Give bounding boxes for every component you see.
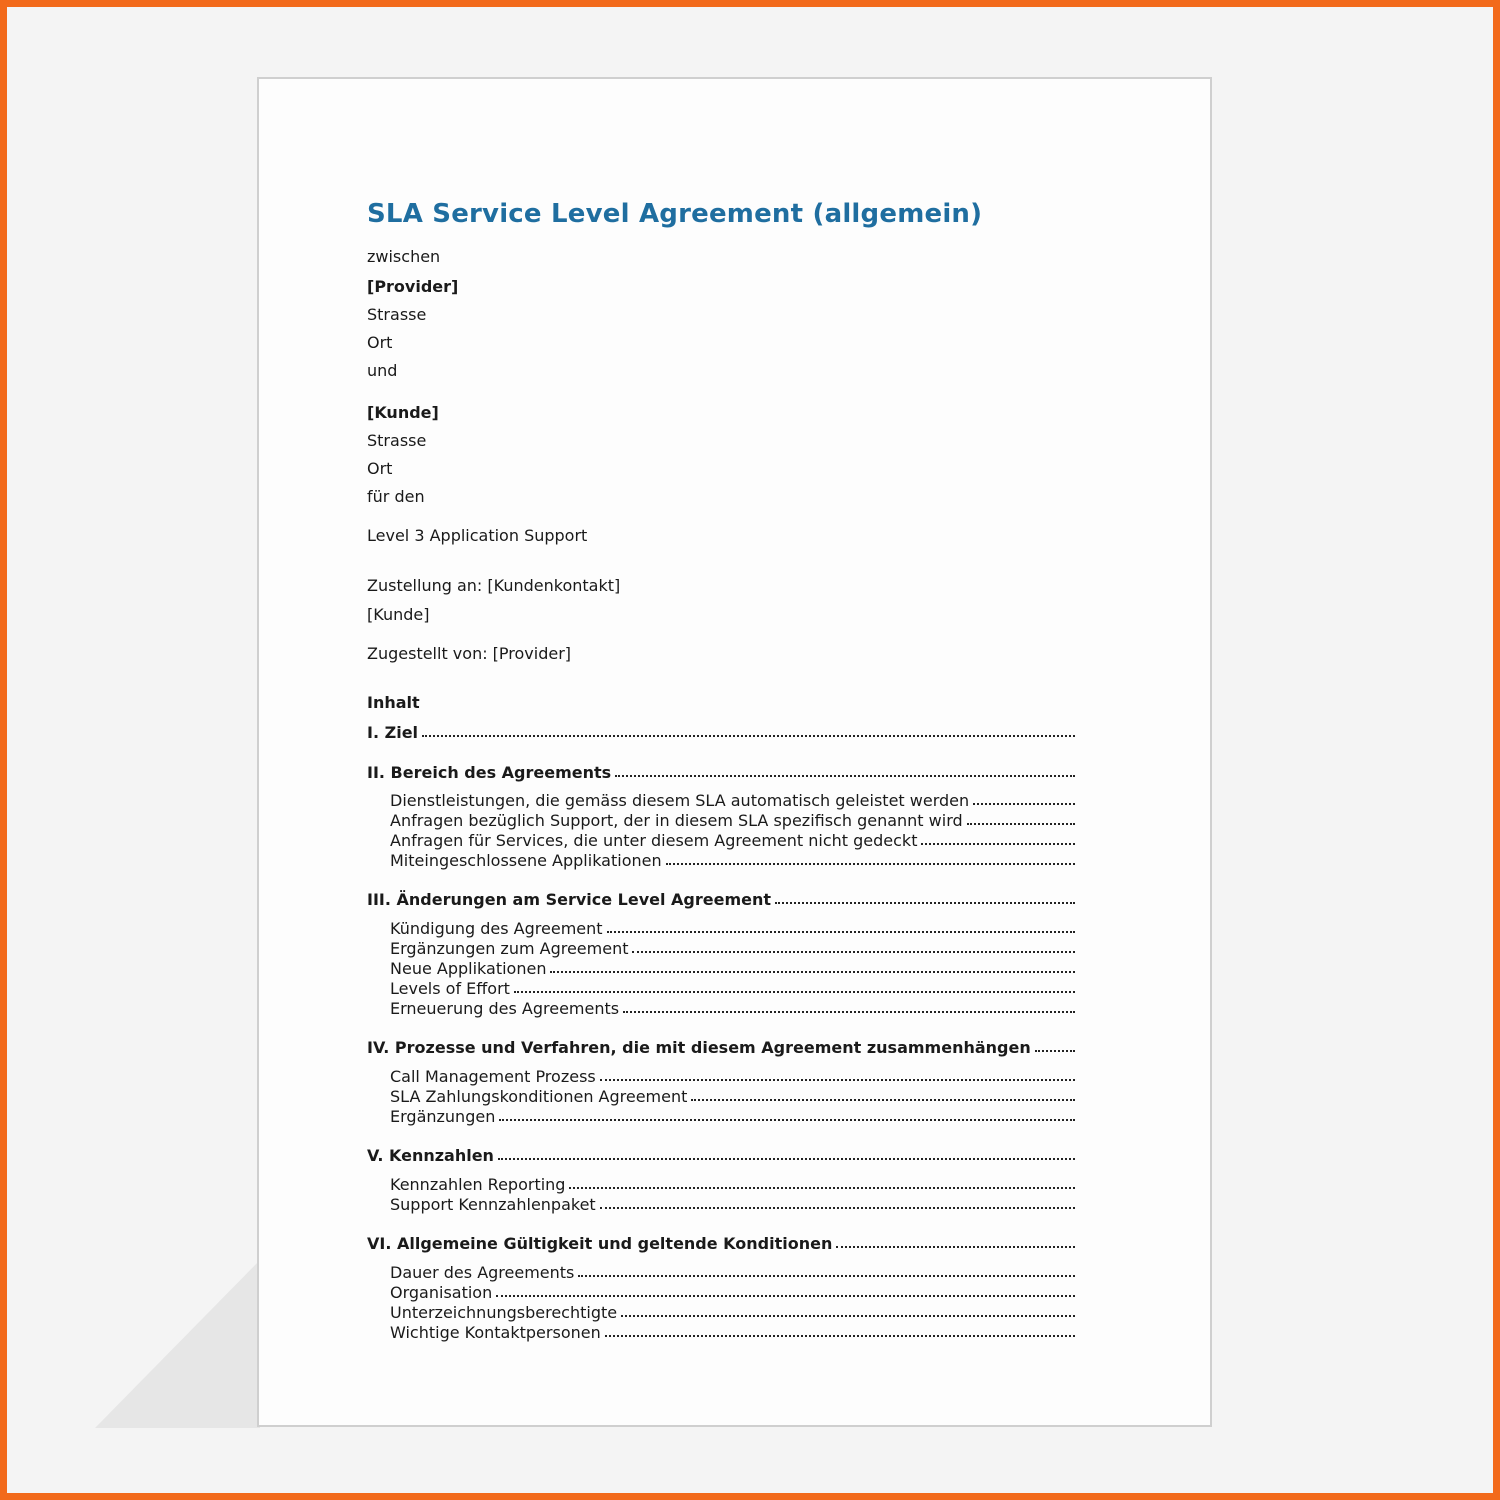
toc-item-label: Unterzeichnungsberechtigte — [390, 1303, 618, 1322]
delivered-by: Zugestellt von: [Provider] — [367, 644, 572, 663]
provider-city: Ort — [367, 333, 393, 352]
toc-leader — [973, 802, 1075, 805]
for-the-text: für den — [367, 487, 425, 506]
toc-section-label: VI. Allgemeine Gültigkeit und geltende Konditionen — [367, 1234, 833, 1253]
page-shadow — [95, 1260, 260, 1428]
toc-item[interactable] — [390, 1195, 1075, 1215]
toc-item-label: Kündigung des Agreement — [390, 919, 603, 938]
toc-item[interactable] — [390, 791, 1075, 811]
toc-item[interactable] — [390, 851, 1075, 871]
toc-item-label: Erneuerung des Agreements — [390, 999, 620, 1018]
toc-section-label: III. Änderungen am Service Level Agreement — [367, 890, 772, 909]
toc-leader — [921, 842, 1075, 845]
toc-item-label: Dauer des Agreements — [390, 1263, 575, 1282]
toc-leader — [666, 862, 1075, 865]
toc-leader — [775, 901, 1075, 904]
toc-item[interactable] — [390, 1263, 1075, 1283]
toc-section[interactable] — [367, 723, 1075, 742]
toc-item[interactable] — [390, 959, 1075, 979]
toc-leader — [607, 930, 1075, 933]
toc-section[interactable] — [367, 1234, 1075, 1253]
toc-leader — [496, 1294, 1075, 1297]
toc-leader — [498, 1157, 1075, 1160]
toc-section[interactable] — [367, 890, 1075, 909]
toc-leader — [836, 1245, 1075, 1248]
toc-item-label: Anfragen für Services, die unter diesem Agreement nicht gedeckt — [390, 831, 918, 850]
toc-item-label: Call Management Prozess — [390, 1067, 596, 1086]
toc-leader — [621, 1314, 1075, 1317]
toc-leader — [578, 1274, 1075, 1277]
between-text: zwischen — [367, 247, 441, 266]
toc-item-label: Levels of Effort — [390, 979, 510, 998]
toc-heading: Inhalt — [367, 693, 420, 712]
toc-item-label: Support Kennzahlenpaket — [390, 1195, 596, 1214]
toc-leader — [632, 950, 1075, 953]
toc-leader — [499, 1118, 1075, 1121]
toc-item-label: Kennzahlen Reporting — [390, 1175, 566, 1194]
toc-section-label: IV. Prozesse und Verfahren, die mit diesem Agreement zusammenhängen — [367, 1038, 1031, 1057]
provider-street: Strasse — [367, 305, 427, 324]
toc-item-label: Ergänzungen zum Agreement — [390, 939, 629, 958]
delivery-to: Zustellung an: [Kundenkontakt] — [367, 576, 621, 595]
toc-section[interactable] — [367, 763, 1075, 782]
toc-leader — [600, 1078, 1075, 1081]
service-name: Level 3 Application Support — [367, 526, 588, 545]
toc-item-label: Anfragen bezüglich Support, der in diesem SLA spezifisch genannt wird — [390, 811, 963, 830]
toc-item[interactable] — [390, 1283, 1075, 1303]
toc-item[interactable] — [390, 939, 1075, 959]
toc-leader — [1035, 1049, 1075, 1052]
provider-name: [Provider] — [367, 277, 459, 296]
toc-leader — [600, 1206, 1075, 1209]
toc-item-label: Wichtige Kontaktpersonen — [390, 1323, 601, 1342]
document-page — [257, 77, 1212, 1427]
toc-section-label: II. Bereich des Agreements — [367, 763, 612, 782]
toc-item-label: Organisation — [390, 1283, 493, 1302]
toc-leader — [550, 970, 1075, 973]
toc-item[interactable] — [390, 919, 1075, 939]
toc-leader — [967, 822, 1075, 825]
toc-item[interactable] — [390, 831, 1075, 851]
toc-item[interactable] — [390, 979, 1075, 999]
document-title: SLA Service Level Agreement (allgemein) — [367, 199, 983, 229]
customer-street: Strasse — [367, 431, 427, 450]
toc-item[interactable] — [390, 1067, 1075, 1087]
toc-leader — [623, 1010, 1075, 1013]
toc-leader — [569, 1186, 1075, 1189]
toc-item[interactable] — [390, 811, 1075, 831]
toc-section[interactable] — [367, 1146, 1075, 1165]
toc-leader — [514, 990, 1075, 993]
toc-item[interactable] — [390, 1323, 1075, 1343]
toc-leader — [691, 1098, 1075, 1101]
toc-item-label: Miteingeschlossene Applikationen — [390, 851, 662, 870]
toc-section-label: I. Ziel — [367, 723, 419, 742]
toc-item[interactable] — [390, 1087, 1075, 1107]
customer-name: [Kunde] — [367, 403, 439, 422]
toc-item[interactable] — [390, 1175, 1075, 1195]
toc-section[interactable] — [367, 1038, 1075, 1057]
toc-item[interactable] — [390, 1303, 1075, 1323]
toc-item-label: SLA Zahlungskonditionen Agreement — [390, 1087, 688, 1106]
delivery-to-customer: [Kunde] — [367, 605, 430, 624]
and-text: und — [367, 361, 398, 380]
customer-city: Ort — [367, 459, 393, 478]
toc-item-label: Neue Applikationen — [390, 959, 547, 978]
toc-leader — [422, 734, 1075, 737]
toc-item-label: Dienstleistungen, die gemäss diesem SLA automatisch geleistet werden — [390, 791, 970, 810]
toc-section-label: V. Kennzahlen — [367, 1146, 494, 1165]
toc-item[interactable] — [390, 999, 1075, 1019]
toc-leader — [605, 1334, 1075, 1337]
toc-item-label: Ergänzungen — [390, 1107, 496, 1126]
toc-leader — [615, 774, 1075, 777]
toc-item[interactable] — [390, 1107, 1075, 1127]
